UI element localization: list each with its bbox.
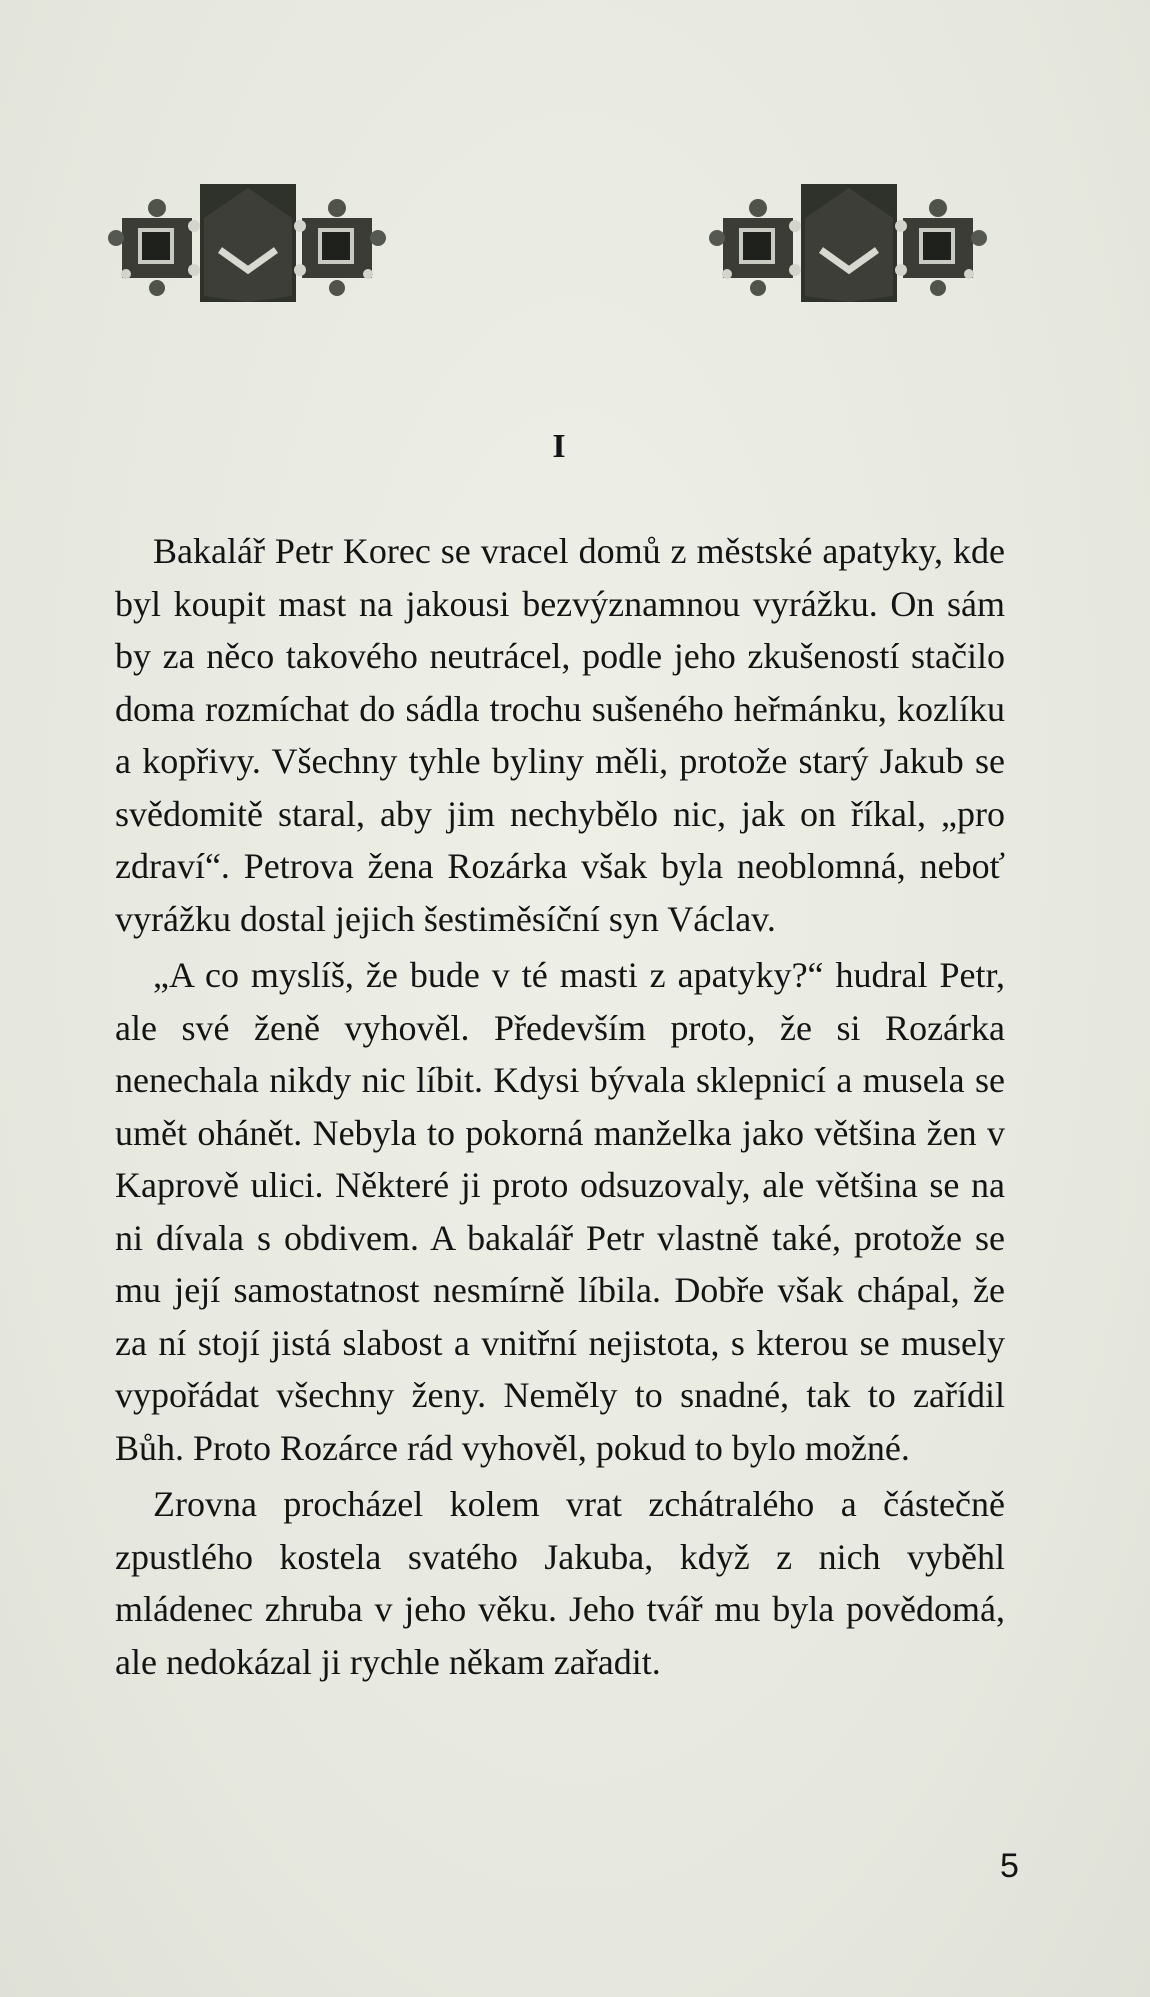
- body-text: [115, 525, 1005, 1692]
- paragraph: Bakalář Petr Korec se vracel domů z městské apatyky, kde byl koupit mast na jakousi bezvýznamnou vyrážku. On sám by za něco takového neutrácel, podle jeho zkušeností stačilo doma rozmíchat do sádla trochu sušeného heřmánku, kozlíku a kopřivy. Všechny tyhle byliny měli, protože starý Jakub se svědomitě staral, aby jim nechybělo nic, jak on říkal, „pro zdraví“. Petrova žena Rozárka však byla neoblomná, neboť vyrážku dostal jejich šestiměsíční syn Václav.: [115, 531, 1005, 939]
- paragraph: „A co myslíš, že bude v té masti z apatyky?“ hudral Petr, ale své ženě vyhověl. Především proto, že si Rozárka nenechala nikdy nic líbit. Kdysi bývala sklepnicí a musela se umět ohánět. Nebyla to pokorná manželka jako většina žen v Kaprově ulici. Některé ji proto odsuzovaly, ale většina se na ni dívala s obdivem. A bakalář Petr vlastně také, protože se mu její samostatnost nesmírně líbila. Dobře však chápal, že za ní stojí jistá slabost a vnitřní nejistota, s kterou se musely vypořádat všechny ženy. Neměly to snadné, tak to zařídil Bůh. Proto Rozárce rád vyhověl, pokud to bylo možné.: [115, 955, 1005, 1468]
- ornament-right-icon: [703, 178, 993, 308]
- page-number: 5: [1000, 1847, 1019, 1885]
- ornament-left-icon: [102, 178, 392, 308]
- chapter-number: I: [552, 428, 566, 465]
- paragraph: Zrovna procházel kolem vrat zchátralého a částečně zpustlého kostela svatého Jakuba, když z nich vyběhl mládenec zhruba v jeho věku. Jeho tvář mu byla povědomá, ale nedokázal ji rychle někam zařadit.: [115, 1484, 1005, 1682]
